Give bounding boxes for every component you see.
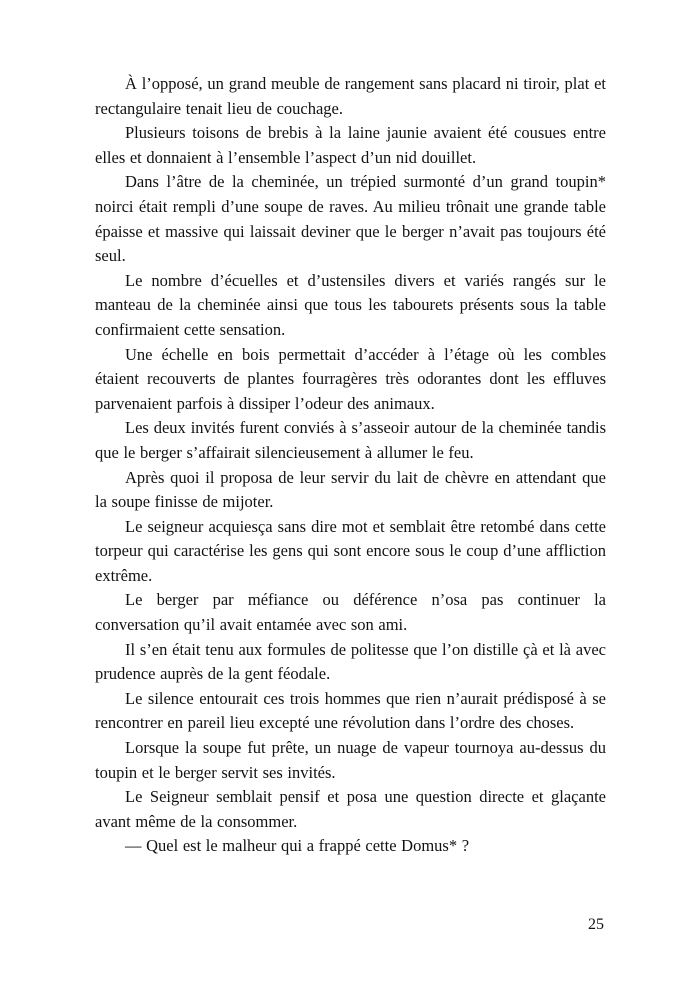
paragraph: Le Seigneur semblait pensif et posa une question directe et glaçante avant même de la consommer. [95,787,606,831]
paragraph: Le silence entourait ces trois hommes que rien n’aurait prédisposé à se rencontrer en pareil lieu excepté une révolution dans l’ordre des choses. [95,688,606,733]
page-number: 25 [588,916,604,933]
paragraph: Plusieurs toisons de brebis à la laine jaunie avaient été cousues entre elles et donnaient à l’ensemble l’aspect d’un nid douillet. [95,123,606,167]
paragraph: À l’opposé, un grand meuble de rangement sans placard ni tiroir, plat et rectangulaire tenait lieu de couchage. [95,74,606,118]
paragraph: Il s’en était tenu aux formules de politesse que l’on distille çà et là avec prudence auprès de la gent féodale. [95,639,606,684]
paragraph: Le seigneur acquiesça sans dire mot et semblait être retombé dans cette torpeur qui caractérise les gens qui sont encore sous le coup d’une affliction extrême. [95,516,606,585]
paragraph: Les deux invités furent conviés à s’asseoir autour de la cheminée tandis que le berger s’affairait silencieusement à allumer le feu. [95,418,606,462]
paragraph: Après quoi il proposa de leur servir du lait de chèvre en attendant que la soupe finisse de mijoter. [95,467,606,512]
paragraph-dialogue: — Quel est le malheur qui a frappé cette Domus* ? [125,836,470,856]
paragraph: Dans l’âtre de la cheminée, un trépied surmonté d’un grand toupin* noirci était rempli d’une soupe de raves. Au milieu trônait une grande table épaisse et massive qui laissait deviner que le berger n’avait pas toujours été seul. [95,172,606,266]
paragraph: Le nombre d’écuelles et d’ustensiles divers et variés rangés sur le manteau de la cheminée ainsi que tous les tabourets présents sous la table confirmaient cette sensation. [95,270,606,339]
paragraph: Lorsque la soupe fut prête, un nuage de vapeur tournoya au-dessus du toupin et le berger servit ses invités. [95,738,606,782]
page-body [95,72,606,859]
paragraph: Une échelle en bois permettait d’accéder à l’étage où les combles étaient recouverts de plantes fourragères très odorantes dont les effluves parvenaient parfois à dissiper l’odeur des animaux. [95,344,606,413]
paragraph: Le berger par méfiance ou déférence n’osa pas continuer la conversation qu’il avait entamée avec son ami. [95,590,606,635]
